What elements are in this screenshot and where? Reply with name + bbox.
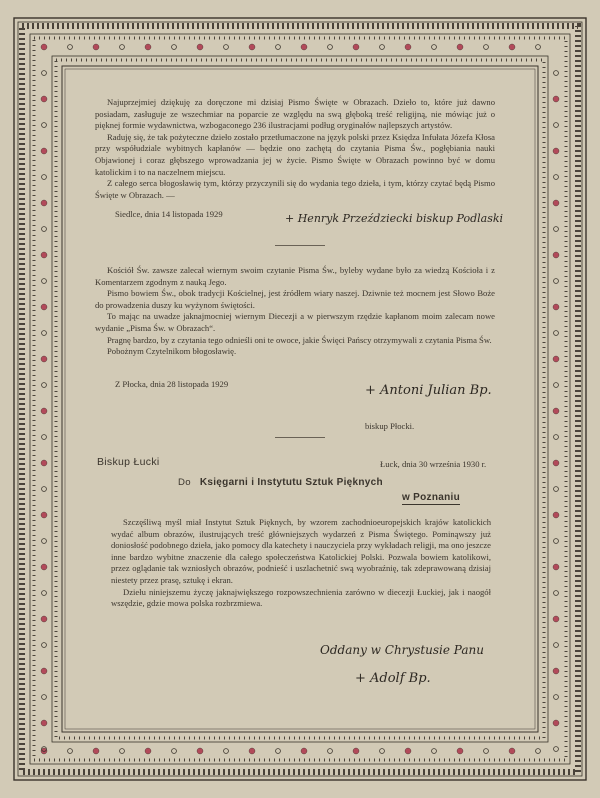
border-dot (509, 44, 515, 50)
border-dot (42, 175, 47, 180)
border-dot (553, 148, 559, 154)
border-dot (41, 356, 47, 362)
letter2-paragraph: Pismo bowiem Św., obok tradycji Kościelnej, jest źródłem wiary naszej. Dziwnie też mocnem jest Słowo Boże do prowadzenia duszy ku wyżynom świętości. (95, 288, 495, 310)
border-dot (553, 304, 559, 310)
border-dot (197, 748, 203, 754)
border-dot (41, 44, 47, 50)
border-dot (554, 695, 559, 700)
border-dot (328, 749, 333, 754)
border-dot (554, 279, 559, 284)
border-dot (328, 45, 333, 50)
border-dot (42, 279, 47, 284)
letter2-paragraph: To mając na uwadze jaknajmocniej wiernym Diecezji a w pierwszym rzędzie kapłanom moim zalecam nowe wydanie „Pisma Św. w Obrazach“. (95, 311, 495, 333)
border-dot (42, 643, 47, 648)
border-dot (553, 512, 559, 518)
letter-luck (111, 517, 491, 610)
border-dot (536, 45, 541, 50)
border-dot (554, 227, 559, 232)
border-dot (554, 383, 559, 388)
border-dot (553, 668, 559, 674)
border-dot (554, 123, 559, 128)
letter3-addressee-prefix: Do (178, 477, 191, 488)
letter3-addressee: Księgarni i Instytutu Sztuk Pięknych (199, 477, 383, 488)
border-dot (145, 748, 151, 754)
letter1-paragraph: Raduję się, że tak pożyteczne dzieło zostało przetłumaczone na język polski przez Księdza Infułata Józefa Kłosa przy współudziale wybitnych kapłanów — będzie ono zachętą do czytania Pisma Św., pogłębiania nauki Objawionej i coraz głębszego wprowadzania jej w życie. Pismo Święte w Obrazach powinno być w domu katolickim i to na naczelnem miejscu. (95, 131, 495, 177)
border-dot (553, 252, 559, 258)
border-dot (41, 96, 47, 102)
letter3-addressee-city: w Poznaniu (402, 492, 460, 503)
border-dot (42, 487, 47, 492)
letter2-place-date: Z Płocka, dnia 28 listopada 1929 (115, 379, 229, 389)
border-dot (553, 200, 559, 206)
border-dot (405, 44, 411, 50)
letter3-paragraph: Szczęśliwą myśl miał Instytut Sztuk Pięknych, by wzorem zachodnioeuropejskich krajów katolickich wydać album obrazów, ilustrujących treść główniejszych wydarzeń z Pisma Świętego. Pominąwszy już doniosłość podobnego dzieła, jako pomocy dla katechety i nauczyciela przy wykładach religji, ma ono jeszcze inne bardzo wybitne znaczenie dla całego społeczeństwa Katolickiej Polski. Pozwala bowiem katolikowi, przez oglądanie tak wzniosłych obrazów, podnieść i uszlachetnić swą wyobraźnię, tak zdeprawowaną dzisiaj niestety przez prasę, sztukę i ekran. (111, 517, 491, 585)
border-dot (553, 720, 559, 726)
border-dot (41, 460, 47, 466)
border-dot (554, 487, 559, 492)
border-dot (554, 175, 559, 180)
border-dot (554, 539, 559, 544)
border-dot (172, 749, 177, 754)
letter3-paragraph: Dziełu niniejszemu życzę jaknajwiększego rozpowszechnienia zarówno w diecezji Łuckiej, jak i naogół wszędzie, gdzie mowa polska rozbrzmiewa. (111, 586, 491, 609)
border-dot (145, 44, 151, 50)
border-dot (120, 749, 125, 754)
border-dot (224, 45, 229, 50)
border-dot (197, 44, 203, 50)
border-dot (120, 45, 125, 50)
border-dot (41, 564, 47, 570)
border-dot (249, 44, 255, 50)
border-dot (353, 748, 359, 754)
border-dot (41, 720, 47, 726)
border-dot (536, 749, 541, 754)
letter1-signature: + Henryk Przeździecki biskup Podlaski (285, 212, 504, 225)
letter-siedlce (95, 97, 495, 201)
border-dot (41, 616, 47, 622)
border-dot (554, 643, 559, 648)
letter3-place-date: Łuck, dnia 30 września 1930 r. (380, 459, 487, 469)
border-dot (457, 748, 463, 754)
letter3-closing: Oddany w Chrystusie Panu (320, 643, 484, 657)
border-dot (42, 71, 47, 76)
letter-plock (95, 265, 495, 358)
letter3-signature: + Adolf Bp. (355, 671, 431, 686)
border-dot (553, 616, 559, 622)
letter1-paragraph: Najuprzejmiej dziękuję za doręczone mi dzisiaj Pismo Święte w Obrazach. Dzieło to, które już dawno posiadam, zasługuje ze wszechmiar na poparcie ze względu na swą głęboką treść religijną, nie mówiąc już o pięknej formie wydawnictwa, wzbogaconego 236 ilustracjami podług oryginałów najlepszych artystów. (95, 97, 495, 131)
border-dot (42, 591, 47, 596)
border-dot (553, 564, 559, 570)
border-dot (42, 331, 47, 336)
border-dot (42, 383, 47, 388)
border-dot (554, 435, 559, 440)
letter2-signature: + Antoni Julian Bp. (365, 383, 492, 398)
border-dot (353, 44, 359, 50)
letter3-sender: Biskup Łucki (97, 456, 160, 468)
border-dot (224, 749, 229, 754)
border-dot (553, 408, 559, 414)
border-dot (41, 252, 47, 258)
border-dot (301, 748, 307, 754)
border-dot (553, 356, 559, 362)
border-dot (42, 435, 47, 440)
border-dot (484, 749, 489, 754)
letter1-place-date: Siedlce, dnia 14 listopada 1929 (115, 209, 223, 219)
border-dot (93, 748, 99, 754)
border-dot (554, 331, 559, 336)
border-dot (42, 123, 47, 128)
border-dot (68, 45, 73, 50)
separator (275, 245, 325, 246)
border-dot (41, 304, 47, 310)
letter1-paragraph: Z całego serca błogosławię tym, którzy przyczynili się do wydania tego dzieła, i tym, którzy czytać będą Pismo Święte w Obrazach. — (95, 178, 495, 200)
border-dot (41, 148, 47, 154)
letter2-signer-title: biskup Płocki. (365, 421, 415, 431)
border-dot (42, 695, 47, 700)
letter3-addressee-line (178, 477, 383, 489)
border-dot (172, 45, 177, 50)
border-dot (41, 668, 47, 674)
border-dot (553, 460, 559, 466)
border-dot (41, 408, 47, 414)
border-dot (249, 748, 255, 754)
border-dot (554, 71, 559, 76)
border-dot (301, 44, 307, 50)
border-dot (68, 749, 73, 754)
border-dot (41, 200, 47, 206)
border-dot (276, 45, 281, 50)
border-dot (432, 45, 437, 50)
letter2-paragraph: Pragnę bardzo, by z czytania tego odnieśli oni te owoce, jakie Święci Pańscy otrzymywali z czytania Pisma Św. (107, 334, 492, 345)
border-dot (553, 96, 559, 102)
border-dot (380, 749, 385, 754)
border-dot (380, 45, 385, 50)
border-dot (276, 749, 281, 754)
border-dot (484, 45, 489, 50)
letters-area (75, 85, 525, 725)
border-dot (405, 748, 411, 754)
border-dot (554, 747, 559, 752)
letter2-paragraph: Pobożnym Czytelnikom błogosławię. (107, 346, 237, 357)
separator (275, 437, 325, 438)
border-dot (554, 591, 559, 596)
border-dot (93, 44, 99, 50)
border-dot (41, 512, 47, 518)
letter2-paragraph: Kościół Św. zawsze zalecał wiernym swoim czytanie Pisma Św., byleby wydane było za wiedzą Kościoła i z Komentarzem zgodnym z nauką Jego. (95, 265, 495, 287)
border-dot (42, 539, 47, 544)
border-dot (432, 749, 437, 754)
border-dot (509, 748, 515, 754)
border-dot (457, 44, 463, 50)
border-dot (42, 227, 47, 232)
